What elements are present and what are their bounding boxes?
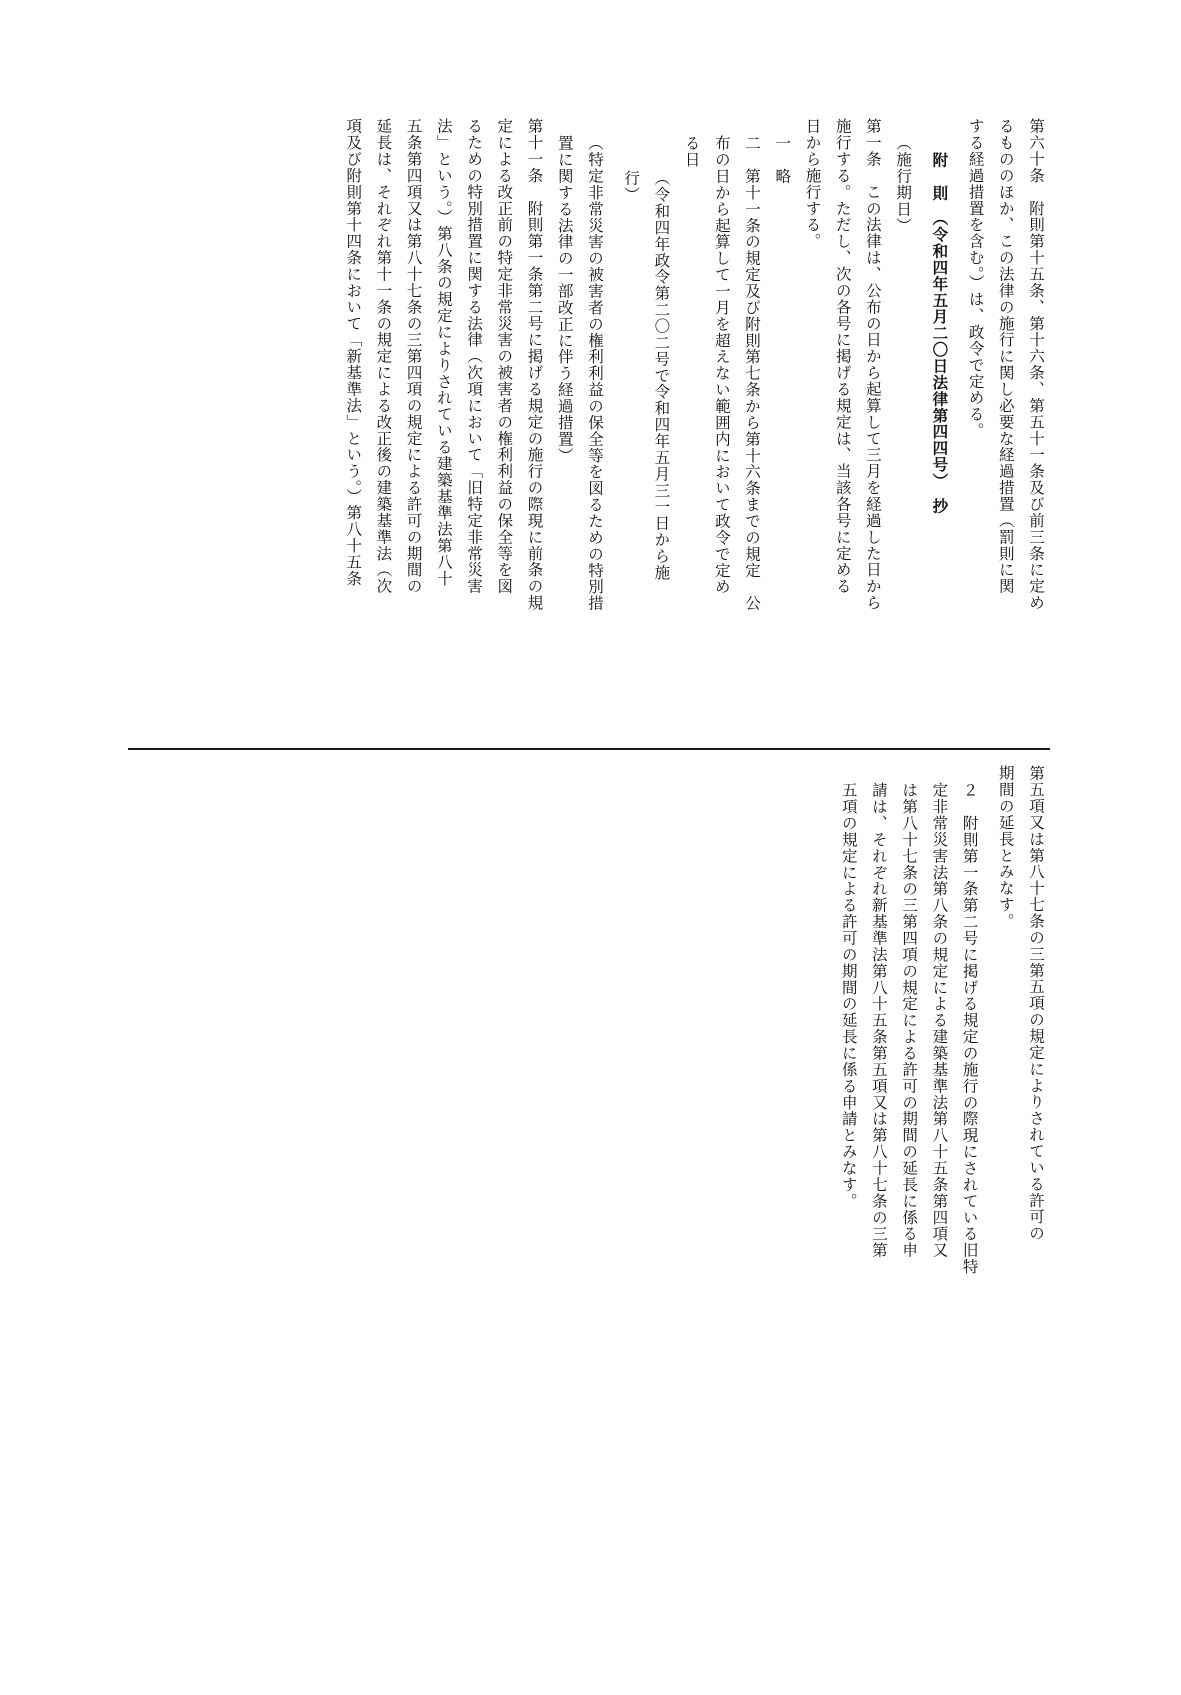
list-item: 布の日から起算して一月を超えない範囲内において政令で定め <box>712 135 730 596</box>
text-column: 日から施行する。 <box>803 118 821 250</box>
subheading-effective-date: （施行期日） <box>894 135 912 234</box>
numbered-paragraph-cont: 五項の規定による許可の期間の延長に係る申請とみなす。 <box>839 782 857 1210</box>
text-column: 第十一条 附則第一条第二号に掲げる規定の施行の際現に前条の規 <box>525 118 543 611</box>
upper-column-wrap <box>130 118 1050 758</box>
text-column: るもののほか、この法律の施行に関し必要な経過措置（罰則に関 <box>996 118 1014 595</box>
parenthetical-note: （令和四年政令第二〇二号で令和四年五月三一日から施 <box>652 170 670 581</box>
list-item: る日 <box>682 135 700 168</box>
text-column: 期間の延長とみなす。 <box>996 765 1014 930</box>
text-column: 第五項又は第八十七条の三第五項の規定によりされている許可の <box>1027 765 1044 1242</box>
list-item: 一 略 <box>773 135 791 185</box>
text-column: 施行する。ただし、次の各号に掲げる規定は、当該各号に定める <box>833 118 851 595</box>
parenthetical-note: 行） <box>622 170 640 203</box>
numbered-paragraph-cont: 請は、それぞれ新基準法第八十五条第五項又は第八十七条の三第 <box>869 782 887 1259</box>
lower-text-block <box>130 765 1050 1385</box>
subheading-transitional-measures: （特定非常災害の被害者の権利利益の保全等を図るための特別措 <box>585 135 603 612</box>
text-column: 項及び附則第十四条において「新基準法」という。）第八十五条 <box>344 118 362 587</box>
text-column: 第一条 この法律は、公布の日から起算して三月を経過した日から <box>863 118 881 611</box>
text-column: 法」という。）第八条の規定によりされている建築基準法第八十 <box>434 118 452 587</box>
text-column: 第六十条 附則第十五条、第十六条、第五十一条及び前三条に定め <box>1027 118 1044 611</box>
text-column: るための特別措置に関する法律（次項において「旧特定非常災害 <box>465 118 483 595</box>
numbered-paragraph-cont: 定非常災害法第八条の規定による建築基準法第八十五条第四項又 <box>930 782 948 1259</box>
text-column: 五条第四項又は第八十七条の三第四項の規定による許可の期間の <box>404 118 422 595</box>
numbered-paragraph: ２ 附則第一条第二号に掲げる規定の施行の際現にされている旧特 <box>960 782 978 1275</box>
upper-text-block <box>130 118 1050 758</box>
subheading-transitional-measures-cont: 置に関する法律の一部改正に伴う経過措置） <box>555 135 573 464</box>
lower-column-wrap <box>130 765 1050 1385</box>
heading-supplementary-provisions: 附 則 （令和四年五月二〇日法律第四四号） 抄 <box>930 152 948 515</box>
list-item: 二 第十一条の規定及び附則第七条から第十六条までの規定 公 <box>743 135 761 612</box>
text-column: 延長は、それぞれ第十一条の規定による改正後の建築基準法（次 <box>374 118 392 595</box>
text-column: 定による改正前の特定非常災害の被害者の権利利益の保全等を図 <box>495 118 513 595</box>
text-column: する経過措置を含む。）は、政令で定める。 <box>966 118 984 439</box>
numbered-paragraph-cont: は第八十七条の三第四項の規定による許可の期間の延長に係る申 <box>900 782 918 1259</box>
